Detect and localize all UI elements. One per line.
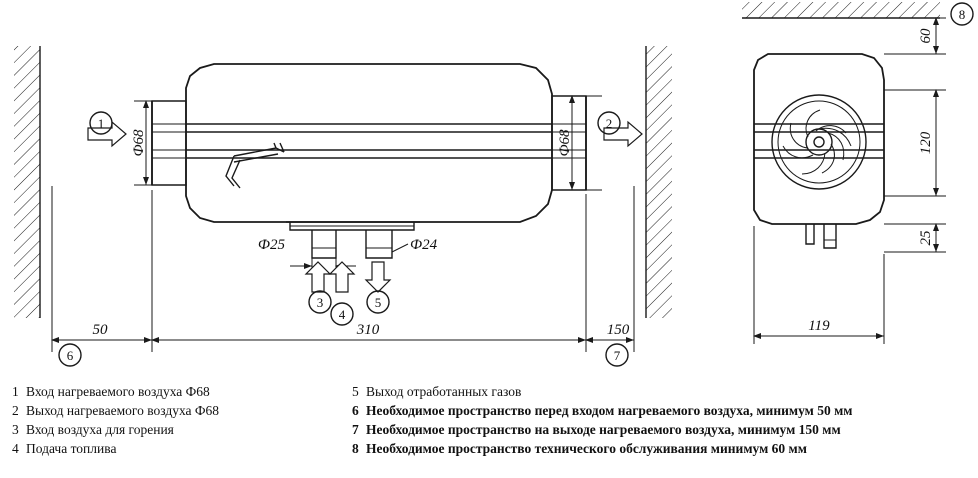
dim-label-d68-left: Ф68 [131,129,147,157]
heater-body-side-view [754,54,884,248]
legend-item-text: Выход нагреваемого воздуха Ф68 [26,403,220,418]
legend-item-number: 3 [12,422,19,437]
legend-item-number: 7 [352,422,359,437]
legend-item [352,439,972,458]
legend-item [352,420,972,439]
dim-diameter-68-right [557,96,602,190]
left-wall-hatching [14,46,40,318]
balloon-4 [331,303,353,325]
balloon-2 [598,112,620,134]
legend-item-number: 8 [352,441,359,456]
legend-item-text: Необходимое пространство на выходе нагреваемого воздуха, минимум 150 мм [366,422,841,437]
flow-arrow-inlet-air [88,122,126,146]
balloon-7 [606,344,628,366]
legend-item [12,382,342,401]
legend-column-left [12,382,342,458]
dim-label-310: 310 [356,322,380,338]
balloon-3-label: 3 [316,295,324,310]
legend-item-text: Подача топлива [26,441,117,456]
legend-item-number: 2 [12,403,19,418]
legend-item [12,420,342,439]
legend [0,382,978,478]
legend-item-text: Необходимое пространство технического обслуживания минимум 60 мм [366,441,807,456]
legend-item-number: 1 [12,384,19,399]
balloon-1 [90,112,112,134]
balloon-1-label: 1 [97,116,105,131]
legend-item [12,439,342,458]
dim-label-120: 120 [918,131,934,155]
flow-arrow-exhaust-gas [366,262,390,292]
balloon-3 [309,291,331,313]
balloon-4-label: 4 [338,307,346,322]
right-wall-hatching [646,46,672,318]
legend-item-number: 5 [352,384,359,399]
balloon-5 [367,291,389,313]
dim-diameter-24 [392,237,438,253]
balloon-7-label: 7 [613,348,621,363]
balloon-5-label: 5 [374,295,382,310]
balloon-6-label: 6 [66,348,74,363]
legend-item-text: Выход отработанных газов [366,384,522,399]
dim-diameter-68-left [131,101,152,185]
legend-item-number: 4 [12,441,19,456]
dim-side-view-vertical [884,18,946,252]
legend-item [352,382,972,401]
balloon-2-label: 2 [605,116,613,131]
dim-label-d25: Ф25 [257,237,285,253]
dim-label-150: 150 [606,322,630,338]
balloon-6 [59,344,81,366]
legend-item [352,401,972,420]
balloon-8-label: 8 [958,7,966,22]
legend-item [12,401,342,420]
legend-item-text: Вход воздуха для горения [26,422,174,437]
dim-label-50: 50 [92,322,108,338]
dim-label-60: 60 [918,28,934,44]
dim-label-119: 119 [808,318,830,334]
legend-column-right [352,382,972,458]
dim-side-view-width-119 [754,226,884,344]
legend-item-text: Вход нагреваемого воздуха Ф68 [26,384,210,399]
legend-item-text: Необходимое пространство перед входом нагреваемого воздуха, минимум 50 мм [366,403,853,418]
dim-label-25: 25 [918,230,934,246]
balloon-8 [951,3,973,25]
legend-item-number: 6 [352,403,359,418]
dim-label-d24: Ф24 [410,237,438,253]
top-wall-hatching [742,2,940,18]
dim-label-d68-right: Ф68 [557,129,573,157]
heater-body-main-view [152,64,586,258]
